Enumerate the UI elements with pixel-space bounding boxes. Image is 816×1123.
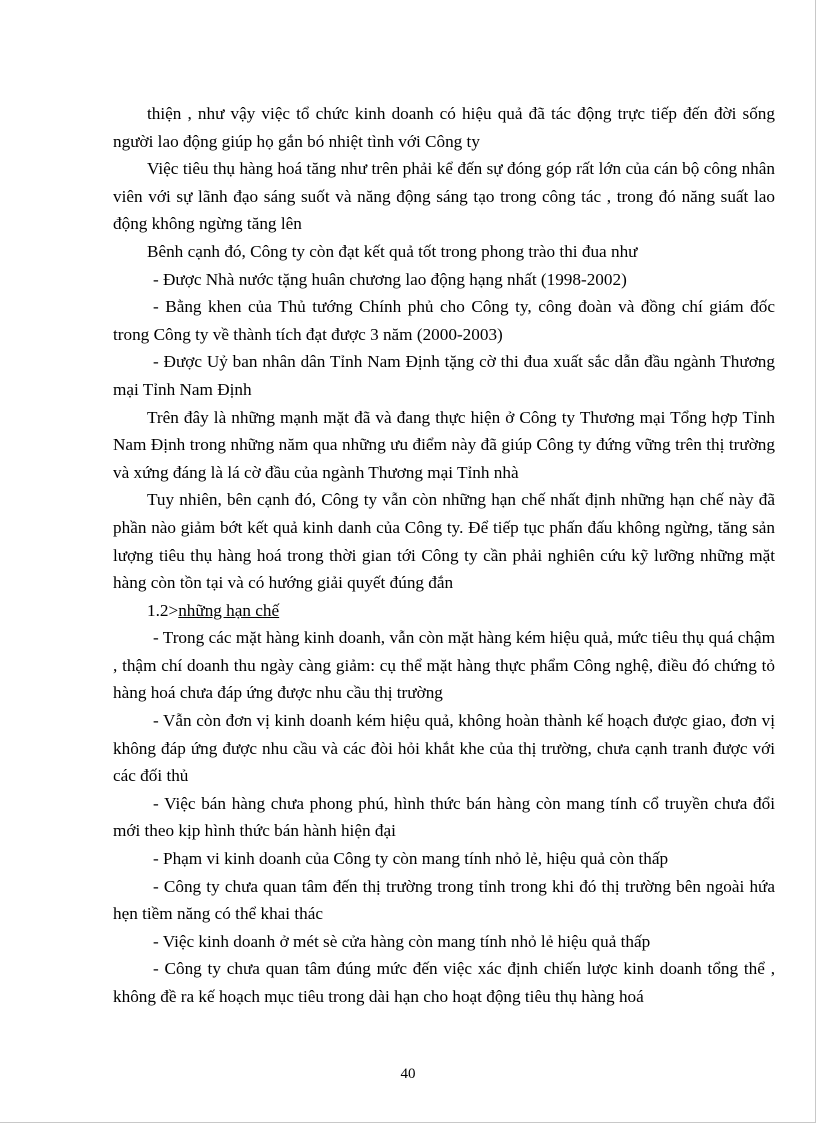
limitation-item: - Công ty chưa quan tâm đến thị trường trong tỉnh trong khi đó thị trường bên ngoài hứa hẹn tiềm năng có thể khai thác [113, 876, 775, 924]
limitation-item: - Việc kinh doanh ở mét sè cửa hàng còn mang tính nhỏ lẻ hiệu quả thấp [153, 931, 651, 951]
paragraph: Bênh cạnh đó, Công ty còn đạt kết quả tốt trong phong trào thi đua như [147, 241, 638, 261]
limitation-item: - Trong các mặt hàng kinh doanh, vẫn còn mặt hàng kém hiệu quả, mức tiêu thụ quá chậm , thậm chí doanh thu ngày càng giảm: cụ thể mặt hàng thực phẩm Công nghệ, điều đó chứng tỏ hàng hoá chưa đáp ứng được nhu cầu thị trường [113, 628, 775, 703]
section-number: 1.2> [147, 600, 179, 620]
bullet-item: - Bằng khen của Thủ tướng Chính phủ cho Công ty, công đoàn và đồng chí giám đốc trong Công ty về thành tích đạt được 3 năm (2000-2003) [113, 297, 775, 344]
limitation-item: - Việc bán hàng chưa phong phú, hình thức bán hàng còn mang tính cổ truyền chưa đổi mới theo kịp hình thức bán hành hiện đại [113, 793, 775, 841]
limitation-item: - Phạm vi kinh doanh của Công ty còn mang tính nhỏ lẻ, hiệu quả còn thấp [153, 849, 669, 869]
limitation-item: - Công ty chưa quan tâm đúng mức đến việc xác định chiến lược kinh doanh tổng thể , không đề ra kế hoạch mục tiêu trong dài hạn cho hoạt động tiêu thụ hàng hoá [113, 959, 775, 1006]
paragraph: Việc tiêu thụ hàng hoá tăng như trên phải kể đến sự đóng góp rất lớn của cán bộ công nhân viên với sự lãnh đạo sáng suốt và năng động sáng tạo trong công tác , trong đó năng suất lao động không ngừng tăng lên [113, 159, 775, 234]
bullet-item: - Được Uỷ ban nhân dân Tỉnh Nam Định tặng cờ thi đua xuất sắc dẫn đầu ngành Thương mại Tỉnh Nam Định [113, 352, 775, 399]
paragraph: thiện , như vậy việc tổ chức kinh doanh có hiệu quả đã tác động trực tiếp đến đời sống người lao động giúp họ gắn bó nhiệt tình với Công ty [113, 104, 775, 151]
bullet-item: - Được Nhà nước tặng huân chương lao động hạng nhất (1998-2002) [153, 269, 627, 289]
limitation-item: - Vẫn còn đơn vị kinh doanh kém hiệu quả, không hoàn thành kế hoạch được giao, đơn vị không đáp ứng được nhu cầu và các đòi hỏi khắt khe của thị trường, chưa cạnh tranh được với các đối thủ [113, 711, 775, 786]
paragraph: Trên đây là những mạnh mặt đã và đang thực hiện ở Công ty Thương mại Tổng hợp Tỉnh Nam Định trong những năm qua những ưu điểm này đã giúp Công ty đứng vững trên thị trường và xứng đáng là lá cờ đầu của ngành Thương mại Tỉnh nhà [113, 407, 775, 482]
paragraph: Tuy nhiên, bên cạnh đó, Công ty vẫn còn những hạn chế nhất định những hạn chế này đã phần nào giảm bớt kết quả kinh danh của Công ty. Để tiếp tục phấn đấu không ngừng, tăng sản lượng tiêu thụ hàng hoá trong thời gian tới Công ty cần phải nghiên cứu kỹ lưỡng những mặt hàng còn tồn tại và có hướng giải quyết đúng đắn [113, 490, 775, 593]
page-number: 40 [400, 1066, 416, 1082]
section-title: những hạn chế [178, 600, 280, 620]
document-body [113, 100, 775, 1011]
section-heading [113, 597, 775, 625]
